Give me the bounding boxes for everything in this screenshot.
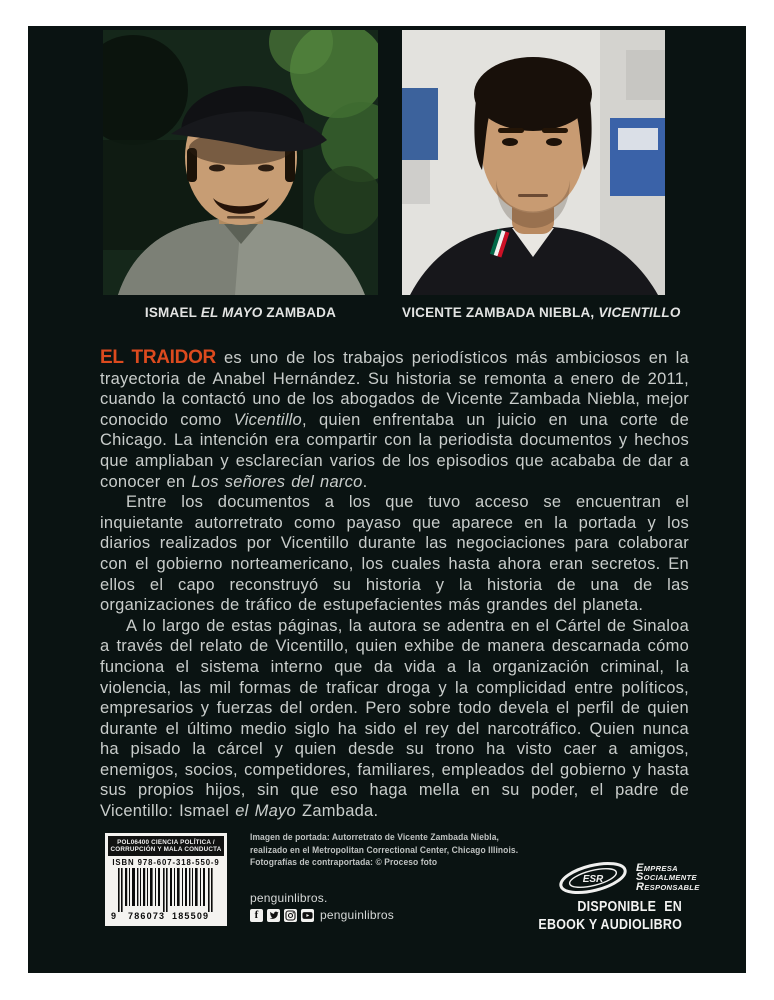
esr-oval-icon [556,859,630,897]
availability-line-1: DISPONIBLE EN [577,899,682,915]
availability-note [538,898,682,934]
photo-el-mayo-zambada [103,30,378,295]
isbn-barcode-box [105,833,227,926]
caption-vicentillo: VICENTE ZAMBADA NIEBLA, VICENTILLO [402,305,681,320]
esr-logo [556,859,700,897]
barcode-digits-group1: 786073 [128,911,166,922]
portrait-vicentillo-illustration [402,30,665,295]
category-line-2: CORRUPCIÓN Y MALA CONDUCTA [110,846,222,854]
category-line-1: POL06400 CIENCIA POLÍTICA / [117,838,215,846]
facebook-icon: f [250,909,263,922]
social-row [250,908,394,922]
category-label [108,836,224,856]
esr-line-1: EMPRESA [636,861,678,874]
photo-vicentillo [402,30,665,295]
publisher-handle: penguinlibros [320,908,394,922]
synopsis-text [100,348,689,822]
synopsis-paragraph-2: Entre los documentos a los que tuvo acceso se encuentran el inquietante autorretrato como payaso que aparece en la portada y los diarios realizados por Vicentillo durante las negociaciones para colaborar con el gobierno norteamericano, los cuales hasta ahora eran secretos. En ellos el capo reconstruyó su historia y la historia de una de las organizaciones de tráfico de estupefacientes más grandes del planeta. [100,493,689,615]
synopsis-paragraph-1: EL TRAIDOR es uno de los trabajos periodísticos más ambiciosos en la trayectoria de Anabel Hernández. Su historia se remonta a enero de 2011, cuando la contactó uno de los abogados de Vicente Zambada Niebla, mejor conocido como Vicentillo, quien enfrentaba un juicio en una corte de Chicago. La intención era compartir con la periodista documentos y hechos que ampliaban y esclarecían varios de los episodios que acababa de dar a conocer en Los señores del narco. [100,347,690,491]
barcode-digit-9: 9 [111,911,117,922]
barcode-digits-group2: 185509 [172,911,210,922]
publisher-site: penguinlibros. [250,891,328,905]
portrait-el-mayo-illustration [103,30,378,295]
twitter-icon [267,909,280,922]
barcode [110,868,222,922]
book-back-cover [28,26,746,973]
isbn-number: ISBN 978-607-318-550-9 [112,858,220,868]
publisher-block [250,891,394,922]
esr-line-2: SOCIALMENTE [636,871,697,884]
caption-el-mayo: ISMAEL EL MAYO ZAMBADA [144,305,337,320]
availability-line-2: EBOOK Y AUDIOLIBRO [538,917,682,933]
credit-line-3: Fotografías de contraportada: © Proceso foto [250,857,438,867]
esr-acronym: ESR [582,874,604,885]
instagram-icon [284,909,297,922]
credit-line-2: realizado en el Metropolitan Correctional Center, Chicago Illinois. [250,844,519,855]
synopsis-paragraph-3: A lo largo de estas páginas, la autora se adentra en el Cártel de Sinaloa a través del relato de Vicentillo, quien exhibe de manera descarnada cómo funciona el sistema interno que da vida a la organización criminal, la violencia, las mil formas de traficar droga y la complicidad entre políticos, empresarios y fuerzas del orden. Pero sobre todo devela el perfil de quien durante el último medio siglo ha sido el rey del narcotráfico. Quien nunca ha pisado la cárcel y quien desde su trono ha visto caer a amigos, enemigos, socios, competidores, familiares, empleados del gobierno y hasta sus propios hijos, sin que eso haga mella en su poder, el padre de Vicentillo: Ismael el Mayo Zambada. [100,616,689,821]
credit-line-1: Imagen de portada: Autorretrato de Vicente Zambada Niebla, [250,832,499,842]
esr-text [636,861,700,893]
photo-credits [250,831,518,869]
youtube-icon [301,909,314,922]
esr-line-3: RESPONSABLE [636,880,700,893]
